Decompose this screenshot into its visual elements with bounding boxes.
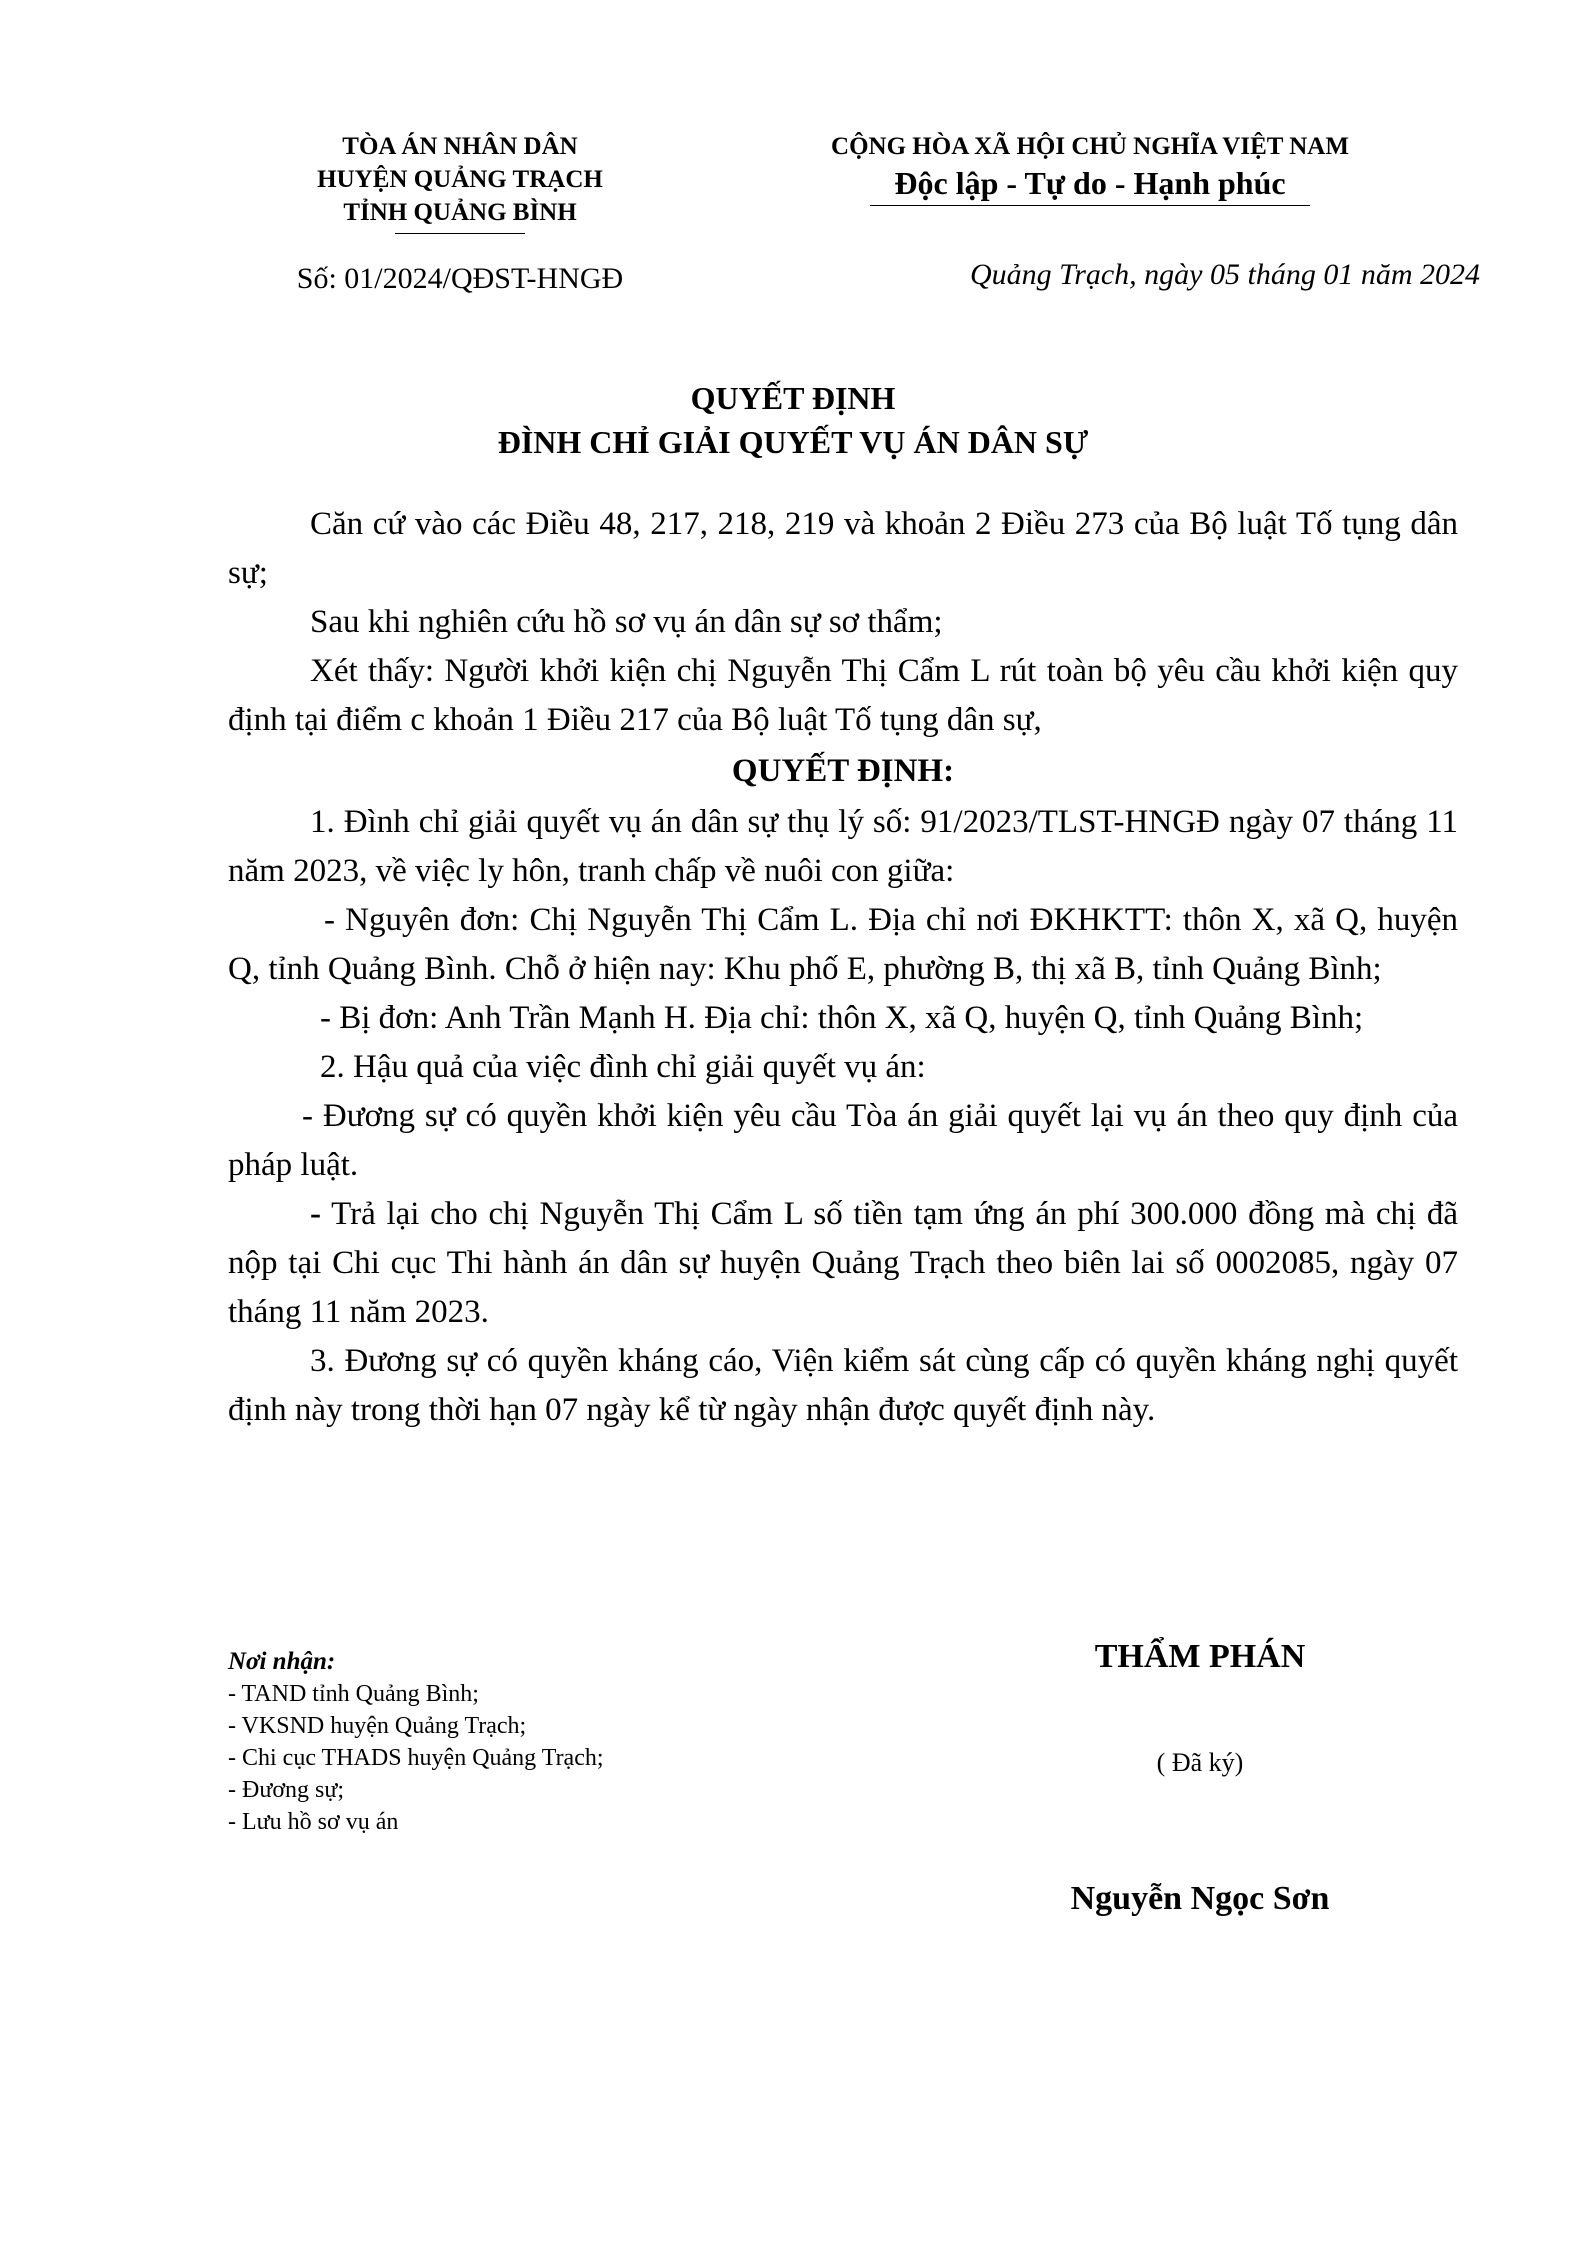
court-line: TỈNH QUẢNG BÌNH (343, 199, 577, 226)
signer-role: THẨM PHÁN (1094, 1638, 1306, 1675)
recipient-item: - Chi cục THADS huyện Quảng Trạch; (228, 1745, 604, 1771)
refund-text: Trả lại cho chị Nguyễn Thị Cẩm L số tiền tạm ứng án phí 300.000 đồng mà chị đã nộp tại Chi cục Thi hành án dân sự huyện Quảng Trạch theo biên lai số 0002085, ngày 07 tháng 11 năm 2023. (228, 1196, 1458, 1330)
document-number: Số: 01/2024/QĐST-HNGĐ (296, 262, 624, 295)
refund-paragraph (228, 1190, 1458, 1337)
republic-name: CỘNG HÒA XÃ HỘI CHỦ NGHĨA VIỆT NAM (831, 133, 1349, 160)
national-header (770, 130, 1410, 206)
signer-name: Nguyễn Ngọc Sơn (1070, 1880, 1330, 1917)
preamble-paragraph: Căn cứ vào các Điều 48, 217, 218, 219 và khoản 2 Điều 273 của Bộ luật Tố tụng dân sự; (228, 506, 1458, 591)
document-title (243, 376, 1343, 464)
decision-item-2: 2. Hậu quả của việc đình chỉ giải quyết vụ án: (320, 1049, 926, 1085)
recipients-label: Nơi nhận: (228, 1648, 336, 1675)
recipient-item: - TAND tỉnh Quảng Bình; (228, 1681, 479, 1707)
motto-divider (870, 205, 1310, 206)
defendant-paragraph: - Bị đơn: Anh Trần Mạnh H. Địa chỉ: thôn X, xã Q, huyện Q, tỉnh Quảng Bình; (320, 1000, 1364, 1036)
title-line-1: QUYẾT ĐỊNH (690, 380, 896, 416)
plaintiff-paragraph: - Nguyên đơn: Chị Nguyễn Thị Cẩm L. Địa chỉ nơi ĐKHKTT: thôn X, xã Q, huyện Q, tỉnh Quảng Bình. Chỗ ở hiện nay: Khu phố E, phường B, thị xã B, tỉnh Quảng Bình; (228, 902, 1458, 987)
decision-item-3: 3. Đương sự có quyền kháng cáo, Viện kiểm sát cùng cấp có quyền kháng nghị quyết định này trong thời hạn 07 ngày kể từ ngày nhận được quyết định này. (228, 1343, 1458, 1428)
refund-dash: - (310, 1196, 321, 1232)
court-line: HUYỆN QUẢNG TRẠCH (317, 166, 603, 193)
court-line: TÒA ÁN NHÂN DÂN (342, 133, 578, 160)
signed-note: ( Đã ký) (1156, 1748, 1244, 1777)
recipient-item: - VKSND huyện Quảng Trạch; (228, 1713, 527, 1739)
recipient-item: - Lưu hồ sơ vụ án (228, 1809, 399, 1835)
place-date: Quảng Trạch, ngày 05 tháng 01 năm 2024 (970, 258, 1480, 291)
decision-heading: QUYẾT ĐỊNH: (731, 753, 955, 789)
document-body (228, 500, 1458, 1435)
decision-item-1: 1. Đình chỉ giải quyết vụ án dân sự thụ lý số: 91/2023/TLST-HNGĐ ngày 07 tháng 11 năm 2023, về việc ly hôn, tranh chấp về nuôi con giữa: (228, 804, 1458, 889)
title-line-2: ĐÌNH CHỈ GIẢI QUYẾT VỤ ÁN DÂN SỰ (497, 424, 1089, 460)
national-motto: Độc lập - Tự do - Hạnh phúc (894, 165, 1286, 201)
consequence-paragraph: - Đương sự có quyền khởi kiện yêu cầu Tòa án giải quyết lại vụ án theo quy định của pháp luật. (228, 1098, 1458, 1183)
court-divider (395, 233, 525, 234)
preamble-paragraph: Xét thấy: Người khởi kiện chị Nguyễn Thị Cẩm L rút toàn bộ yêu cầu khởi kiện quy định tại điểm c khoản 1 Điều 217 của Bộ luật Tố tụng dân sự, (228, 653, 1458, 738)
preamble-paragraph: Sau khi nghiên cứu hồ sơ vụ án dân sự sơ thẩm; (310, 604, 943, 640)
recipient-item: - Đương sự; (228, 1777, 345, 1803)
court-header (240, 130, 680, 234)
recipients-block (228, 1646, 788, 1838)
